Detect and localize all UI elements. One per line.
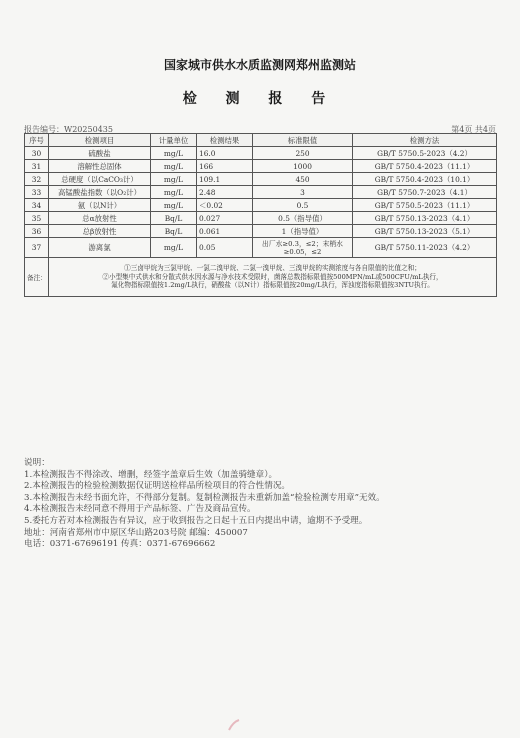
method: GB/T 5750.13-2023（4.1） <box>353 212 497 225</box>
column-header: 计量单位 <box>151 134 197 147</box>
row-number: 34 <box>25 199 49 212</box>
result: 109.1 <box>197 173 253 186</box>
result: 0.061 <box>197 225 253 238</box>
method: GB/T 5750.4-2023（11.1） <box>353 160 497 173</box>
method: GB/T 5750.5-2023（11.1） <box>353 199 497 212</box>
row-number: 33 <box>25 186 49 199</box>
organization-name: 国家城市供水水质监测网郑州监测站 <box>163 58 356 72</box>
unit: mg/L <box>151 160 197 173</box>
note-item: 1.本检测报告不得涂改、增删，经签字盖章后生效（加盖骑缝章）。 <box>24 469 278 480</box>
test-item: 游离氯 <box>49 238 151 258</box>
method: GB/T 5750.7-2023（4.1） <box>353 186 497 199</box>
table-row <box>25 147 497 160</box>
method: GB/T 5750.4-2023（10.1） <box>353 173 497 186</box>
report-title: 检 测 报 告 <box>182 91 338 107</box>
row-number: 36 <box>25 225 49 238</box>
remark-row <box>25 258 497 297</box>
unit: Bq/L <box>151 212 197 225</box>
result: 16.0 <box>197 147 253 160</box>
test-item: 总β放射性 <box>49 225 151 238</box>
table-row <box>25 225 497 238</box>
unit: mg/L <box>151 186 197 199</box>
note-item: 2.本检测报告的检验检测数据仅证明送检样品所检项目的符合性情况。 <box>24 481 291 492</box>
limit: 450 <box>253 173 353 186</box>
row-number: 37 <box>25 238 49 258</box>
unit: mg/L <box>151 238 197 258</box>
column-header: 检测方法 <box>353 134 497 147</box>
note-item: 4.本检测报告未经同意不得用于产品标签、广告及商品宣传。 <box>24 504 256 515</box>
limit: 0.5（指导值） <box>253 212 353 225</box>
limit: 3 <box>253 186 353 199</box>
results-table <box>24 133 497 297</box>
table-row <box>25 212 497 225</box>
limit: 0.5 <box>253 199 353 212</box>
unit: mg/L <box>151 173 197 186</box>
table-header-row <box>25 134 497 147</box>
row-number: 35 <box>25 212 49 225</box>
column-header: 标准限值 <box>253 134 353 147</box>
test-item: 溶解性总固体 <box>49 160 151 173</box>
limit: 250 <box>253 147 353 160</box>
unit: mg/L <box>151 199 197 212</box>
result: ＜0.02 <box>197 199 253 212</box>
stamp-fragment-icon <box>227 718 241 732</box>
row-number: 31 <box>25 160 49 173</box>
limit: 出厂水≥0.3，≤2；末梢水≥0.05，≤2 <box>253 238 353 258</box>
test-item: 总硬度（以CaCO₃计） <box>49 173 151 186</box>
note-item: 5.委托方若对本检测报告有异议，应于收到报告之日起十五日内提出申请，逾期不予受理。 <box>24 515 368 526</box>
table-row <box>25 199 497 212</box>
row-number: 32 <box>25 173 49 186</box>
page-number: 第4页 共4页 <box>451 125 496 134</box>
method: GB/T 5750.11-2023（4.2） <box>353 238 497 258</box>
test-item: 氨（以N计） <box>49 199 151 212</box>
remark-line: ②小型集中式供水和分散式供水因水源与净水技术受限时，菌落总数指标限值按500MPN/mL或500CFU/mL执行， <box>102 272 443 281</box>
column-header: 序号 <box>25 134 49 147</box>
method: GB/T 5750.13-2023（5.1） <box>353 225 497 238</box>
method: GB/T 5750.5-2023（4.2） <box>353 147 497 160</box>
test-item: 总α放射性 <box>49 212 151 225</box>
table-row <box>25 186 497 199</box>
column-header: 检测项目 <box>49 134 151 147</box>
table-row <box>25 173 497 186</box>
limit: 1（指导值） <box>253 225 353 238</box>
table-row <box>25 160 497 173</box>
notes-section <box>24 458 504 551</box>
result: 166 <box>197 160 253 173</box>
note-item: 3.本检测报告未经书面允许，不得部分复制。复制检测报告未重新加盖“检验检测专用章”无效。 <box>24 492 385 503</box>
remark-line: ①三卤甲烷为三氯甲烷、一氯二溴甲烷、二氯一溴甲烷、三溴甲烷的实测浓度与各自限值的比值之和； <box>124 263 421 272</box>
test-item: 硫酸盐 <box>49 147 151 160</box>
column-header: 检测结果 <box>197 134 253 147</box>
table-row <box>25 238 497 258</box>
remark-text <box>49 258 497 297</box>
report-number: 报告编号：W20250435 <box>24 125 113 134</box>
row-number: 30 <box>25 147 49 160</box>
phone-fax: 电话：0371-67696191 传真：0371-67696662 <box>24 539 216 550</box>
result: 0.05 <box>197 238 253 258</box>
notes-heading: 说明： <box>24 458 50 468</box>
remark-line: 氟化物指标限值按1.2mg/L执行，硝酸盐（以N计）指标限值按20mg/L执行，浑浊度指标限值按3NTU执行。 <box>111 281 434 290</box>
unit: mg/L <box>151 147 197 160</box>
address: 地址：河南省郑州市中原区华山路203号院 邮编：450007 <box>24 527 248 538</box>
result: 0.027 <box>197 212 253 225</box>
result: 2.48 <box>197 186 253 199</box>
limit: 1000 <box>253 160 353 173</box>
test-item: 高锰酸盐指数（以O₂计） <box>49 186 151 199</box>
remark-label: 备注： <box>25 258 49 297</box>
unit: Bq/L <box>151 225 197 238</box>
